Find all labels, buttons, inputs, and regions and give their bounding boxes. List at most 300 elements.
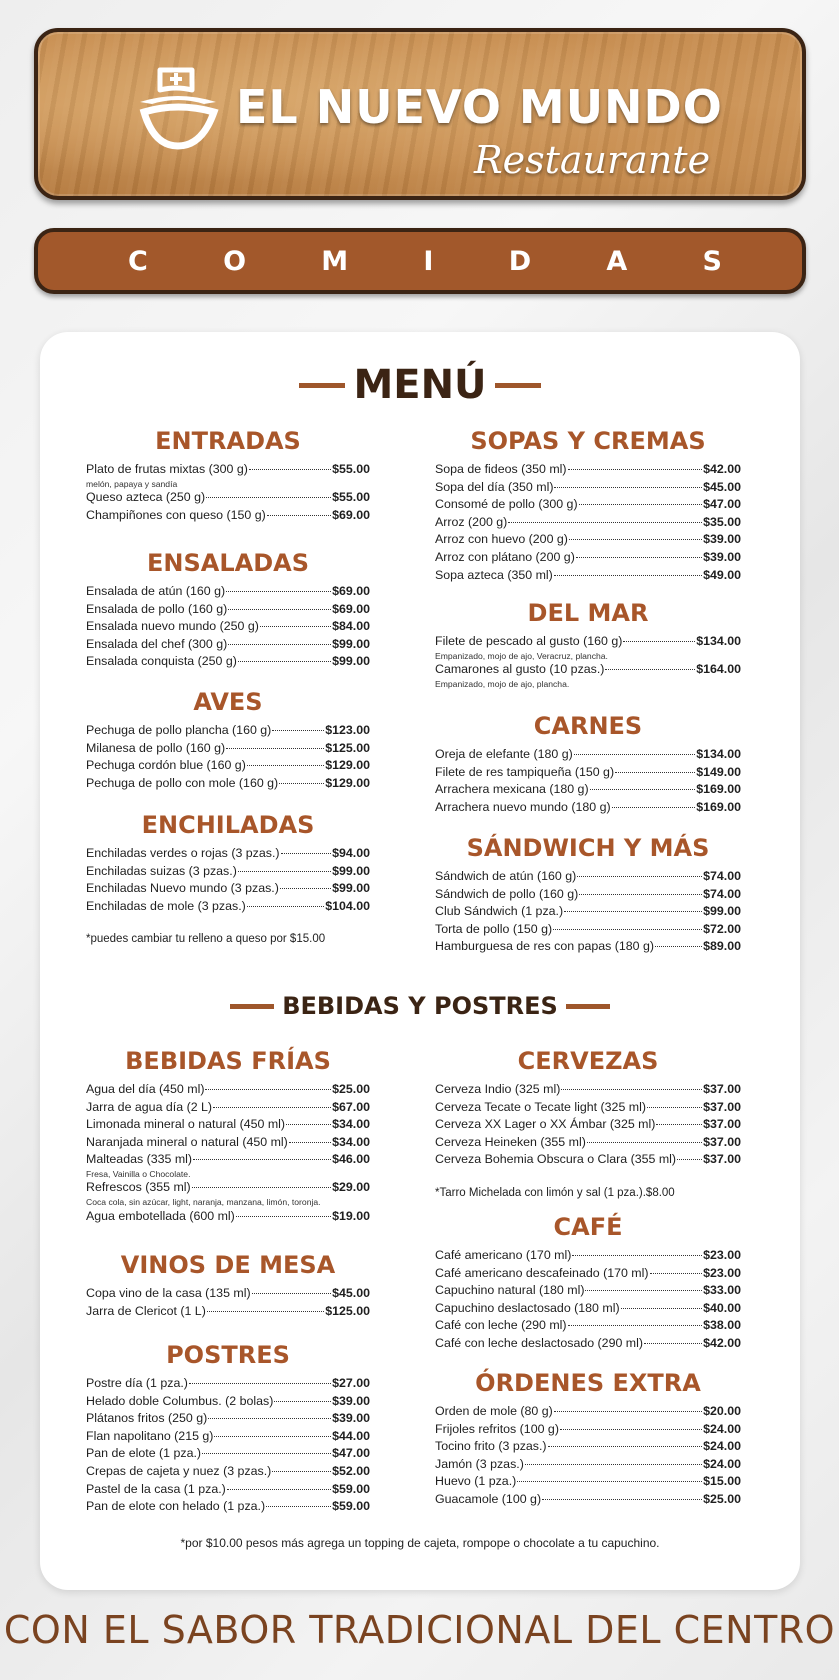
item-note: Empanizado, mojo de ajo, plancha. <box>435 678 570 689</box>
dot-leader <box>272 730 324 731</box>
item-name: Café con leche (290 ml) <box>435 1318 567 1333</box>
dot-leader <box>650 1273 703 1274</box>
item-name: Pastel de la casa (1 pza.) <box>86 1481 226 1496</box>
item-name: Capuchino natural (180 ml) <box>435 1283 585 1298</box>
dot-leader <box>280 888 331 889</box>
brand-subtitle: Restaurante <box>474 138 711 182</box>
item-price: $29.00 <box>332 1180 370 1195</box>
dot-leader <box>621 1308 703 1309</box>
dot-leader <box>249 469 331 470</box>
bebidas-postres-title: BEBIDAS Y POSTRES <box>282 992 558 1020</box>
dot-leader <box>267 515 331 516</box>
dot-leader <box>525 1464 702 1465</box>
dot-leader <box>644 1343 702 1344</box>
dot-leader <box>189 1383 331 1384</box>
dot-leader <box>623 641 695 642</box>
dot-leader <box>615 772 695 773</box>
item-price: $149.00 <box>696 764 741 779</box>
item-price: $39.00 <box>703 549 741 564</box>
item-name: Enchiladas verdes o rojas (3 pzas.) <box>86 846 280 860</box>
dot-leader <box>228 609 331 610</box>
item-name: Arroz con plátano (200 g) <box>435 549 575 564</box>
item-name: Sándwich de pollo (160 g) <box>435 886 579 901</box>
menu-item <box>86 1393 370 1411</box>
item-name: Café con leche deslactosado (290 ml) <box>435 1335 644 1350</box>
item-name: Ensalada de pollo (160 g) <box>86 601 228 616</box>
item-price: $42.00 <box>703 1335 741 1350</box>
dot-leader <box>238 871 331 872</box>
menu-item <box>86 757 370 775</box>
dot-leader <box>576 557 702 558</box>
section-title: DEL MAR <box>527 599 649 627</box>
item-name: Postre día (1 pza.) <box>86 1376 188 1390</box>
menu-item <box>86 1134 370 1152</box>
item-price: $39.00 <box>332 1393 370 1408</box>
section-title: BEBIDAS FRÍAS <box>125 1047 331 1075</box>
item-price: $35.00 <box>703 514 741 529</box>
menu-item <box>435 903 741 921</box>
item-price: $129.00 <box>325 775 370 790</box>
item-price: $40.00 <box>703 1300 741 1315</box>
item-name: Camarones al gusto (10 pzas.) <box>435 662 605 677</box>
item-price: $55.00 <box>332 462 370 476</box>
menu-item <box>435 1134 741 1152</box>
dot-leader <box>577 876 702 877</box>
item-price: $84.00 <box>332 619 370 634</box>
section-title: POSTRES <box>166 1341 290 1369</box>
section-title: ENCHILADAS <box>141 811 315 839</box>
item-name: Refrescos (355 ml) <box>86 1180 191 1195</box>
menu-item <box>86 722 370 740</box>
dot-leader <box>247 906 324 907</box>
menu-item <box>86 1285 370 1303</box>
item-price: $164.00 <box>696 662 741 677</box>
menu-item <box>86 1099 370 1117</box>
menu-item <box>435 479 741 497</box>
dot-leader <box>207 1311 324 1312</box>
dot-leader <box>226 748 324 749</box>
dot-leader <box>213 1107 331 1108</box>
dot-leader <box>560 1429 702 1430</box>
item-price: $169.00 <box>696 782 741 797</box>
section-ensaladas <box>86 546 370 671</box>
item-name: Naranjada mineral o natural (450 ml) <box>86 1134 288 1149</box>
item-price: $59.00 <box>332 1481 370 1496</box>
item-name: Pan de elote (1 pza.) <box>86 1446 202 1461</box>
section-title: CERVEZAS <box>517 1047 659 1075</box>
dot-leader <box>236 1216 331 1217</box>
menu-item <box>435 496 741 514</box>
menu-item <box>435 567 741 585</box>
dot-leader <box>508 522 702 523</box>
dot-leader <box>208 1418 331 1419</box>
item-name: Pechuga de pollo con mole (160 g) <box>86 775 279 790</box>
item-note: Empanizado, mojo de ajo, Veracruz, plancha. <box>435 650 608 661</box>
dot-leader <box>226 591 331 592</box>
item-name: Pechuga cordón blue (160 g) <box>86 758 246 773</box>
menu-item <box>86 1375 370 1393</box>
item-price: $99.00 <box>332 654 370 669</box>
item-name: Agua embotellada (600 ml) <box>86 1208 235 1223</box>
brand-name: EL NUEVO MUNDO <box>236 80 723 134</box>
section-vinos <box>86 1248 370 1320</box>
dot-leader <box>289 1142 331 1143</box>
dot-leader <box>238 661 331 662</box>
dot-leader <box>612 807 696 808</box>
section-title: AVES <box>193 688 263 716</box>
menu-item <box>86 845 370 863</box>
item-name: Capuchino deslactosado (180 ml) <box>435 1300 620 1315</box>
dot-leader <box>206 497 331 498</box>
item-note: melón, papaya y sandía <box>86 478 178 489</box>
dot-leader <box>553 929 702 930</box>
dot-leader <box>647 1107 702 1108</box>
item-name: Enchiladas suizas (3 pzas.) <box>86 863 237 878</box>
item-price: $37.00 <box>703 1134 741 1149</box>
item-name: Crepas de cajeta y nuez (3 pzas.) <box>86 1463 272 1478</box>
item-price: $34.00 <box>332 1134 370 1149</box>
heading-dash-left <box>299 383 345 388</box>
section-title: ENTRADAS <box>155 427 301 455</box>
item-price: $99.00 <box>332 636 370 651</box>
item-name: Tocino frito (3 pzas.) <box>435 1439 547 1454</box>
item-price: $67.00 <box>332 1099 370 1114</box>
section-title: CARNES <box>533 712 643 740</box>
menu-title: MENÚ <box>353 362 487 408</box>
dot-leader <box>561 1089 702 1090</box>
dot-leader <box>227 1489 331 1490</box>
item-name: Helado doble Columbus. (2 bolas) <box>86 1393 274 1408</box>
menu-item <box>86 583 370 601</box>
item-name: Enchiladas Nuevo mundo (3 pzas.) <box>86 881 279 896</box>
item-price: $94.00 <box>332 846 370 860</box>
menu-item <box>435 799 741 817</box>
section-enchiladas <box>86 808 370 945</box>
item-name: Malteadas (335 ml) <box>86 1152 193 1167</box>
item-price: $69.00 <box>332 584 370 598</box>
item-price: $15.00 <box>703 1474 741 1489</box>
item-price: $125.00 <box>325 1303 370 1318</box>
item-price: $49.00 <box>703 567 741 582</box>
heading-dash-left <box>230 1004 274 1009</box>
section-cafe <box>435 1210 741 1353</box>
menu-item <box>435 1099 741 1117</box>
item-price: $27.00 <box>332 1376 370 1390</box>
item-price: $39.00 <box>703 532 741 547</box>
item-price: $34.00 <box>332 1117 370 1132</box>
item-name: Sopa del día (350 ml) <box>435 479 554 494</box>
item-name: Champiñones con queso (150 g) <box>86 507 266 522</box>
section-sandwich <box>435 831 741 956</box>
menu-item <box>435 1265 741 1283</box>
menu-item <box>86 1303 370 1321</box>
menu-item <box>435 1300 741 1318</box>
menu-item <box>435 1421 741 1439</box>
menu-item <box>435 938 741 956</box>
comidas-letter: M <box>321 245 349 277</box>
dot-leader <box>274 1401 331 1402</box>
dot-leader <box>260 626 331 627</box>
item-price: $99.00 <box>332 881 370 896</box>
item-name: Huevo (1 pza.) <box>435 1474 517 1489</box>
item-name: Pan de elote con helado (1 pza.) <box>86 1499 266 1514</box>
item-name: Oreja de elefante (180 g) <box>435 747 573 761</box>
item-price: $69.00 <box>332 507 370 522</box>
menu-item <box>86 1116 370 1134</box>
section-carnes <box>435 709 741 816</box>
item-price: $19.00 <box>332 1208 370 1223</box>
menu-item <box>86 636 370 654</box>
comidas-letter: O <box>223 245 247 277</box>
item-name: Sopa de fideos (350 ml) <box>435 462 567 476</box>
menu-item <box>435 868 741 886</box>
item-name: Ensalada del chef (300 g) <box>86 636 228 651</box>
section-title: ENSALADAS <box>147 549 309 577</box>
menu-item <box>86 1481 370 1499</box>
item-name: Queso azteca (250 g) <box>86 490 206 505</box>
menu-item <box>435 1247 741 1265</box>
menu-item <box>435 1473 741 1491</box>
menu-item <box>435 1081 741 1099</box>
menu-item <box>435 661 741 679</box>
menu-item <box>86 1498 370 1516</box>
dot-leader <box>574 754 695 755</box>
item-name: Jarra de agua día (2 L) <box>86 1099 213 1114</box>
dot-leader <box>587 1142 702 1143</box>
menu-item <box>435 1491 741 1509</box>
item-name: Arrachera mexicana (180 g) <box>435 782 589 797</box>
dot-leader <box>202 1453 331 1454</box>
item-name: Jamón (3 pzas.) <box>435 1456 524 1471</box>
dot-leader <box>214 1436 331 1437</box>
section-ordenes <box>435 1366 741 1509</box>
item-name: Consomé de pollo (300 g) <box>435 497 578 512</box>
menu-item <box>86 1410 370 1428</box>
item-price: $37.00 <box>703 1117 741 1132</box>
comidas-letter: A <box>606 245 628 277</box>
item-name: Orden de mole (80 g) <box>435 1404 553 1418</box>
dot-leader <box>548 1446 703 1447</box>
comidas-letter: S <box>702 245 722 277</box>
item-name: Cerveza Indio (325 ml) <box>435 1082 561 1096</box>
section-footnote: *puedes cambiar tu relleno a queso por $15.00 <box>86 933 326 946</box>
item-note: Coca cola, sin azúcar, light, naranja, manzana, limón, toronja. <box>86 1197 321 1208</box>
section-cervezas <box>435 1044 741 1199</box>
menu-item <box>435 746 741 764</box>
item-name: Flan napolitano (215 g) <box>86 1428 214 1443</box>
item-price: $134.00 <box>696 747 741 761</box>
menu-item <box>435 1403 741 1421</box>
menu-item <box>86 618 370 636</box>
item-price: $72.00 <box>703 921 741 936</box>
item-price: $69.00 <box>332 601 370 616</box>
section-aves <box>86 685 370 792</box>
menu-item <box>86 507 370 525</box>
menu-item <box>435 531 741 549</box>
item-price: $25.00 <box>332 1082 370 1096</box>
item-name: Ensalada nuevo mundo (250 g) <box>86 619 259 634</box>
header-banner <box>34 28 806 200</box>
section-footnote: *Tarro Michelada con limón y sal (1 pza.).$8.00 <box>435 1186 675 1199</box>
menu-item <box>435 886 741 904</box>
item-price: $45.00 <box>703 479 741 494</box>
menu-item <box>86 601 370 619</box>
menu-item <box>435 1116 741 1134</box>
comidas-letter: C <box>128 245 148 277</box>
menu-item <box>435 921 741 939</box>
heading-dash-right <box>566 1004 610 1009</box>
dot-leader <box>568 1325 703 1326</box>
dot-leader <box>579 894 702 895</box>
dot-leader <box>517 1481 702 1482</box>
dot-leader <box>272 1471 331 1472</box>
comidas-letter: D <box>508 245 532 277</box>
item-name: Arroz (200 g) <box>435 514 508 529</box>
section-del-mar <box>435 596 741 689</box>
dot-leader <box>568 469 703 470</box>
menu-item <box>435 1456 741 1474</box>
item-price: $42.00 <box>703 462 741 476</box>
item-price: $55.00 <box>332 490 370 505</box>
menu-item <box>86 880 370 898</box>
menu-item <box>435 633 741 651</box>
item-price: $37.00 <box>703 1099 741 1114</box>
menu-item <box>435 1335 741 1353</box>
section-bebidas-frias <box>86 1044 370 1225</box>
dot-leader <box>590 789 696 790</box>
menu-item <box>86 1151 370 1169</box>
item-name: Copa vino de la casa (135 ml) <box>86 1286 251 1300</box>
ship-logo-icon <box>130 62 226 150</box>
section-title: CAFÉ <box>553 1213 623 1241</box>
item-name: Filete de res tampiqueña (150 g) <box>435 764 615 779</box>
item-name: Guacamole (100 g) <box>435 1491 542 1506</box>
dot-leader <box>677 1159 702 1160</box>
item-name: Club Sándwich (1 pza.) <box>435 904 564 919</box>
item-price: $47.00 <box>703 497 741 512</box>
section-postres <box>86 1338 370 1516</box>
item-name: Hamburguesa de res con papas (180 g) <box>435 939 655 954</box>
item-name: Torta de pollo (150 g) <box>435 921 553 936</box>
item-name: Cerveza Heineken (355 ml) <box>435 1134 586 1149</box>
dot-leader <box>655 946 702 947</box>
menu-item <box>435 764 741 782</box>
item-name: Ensalada conquista (250 g) <box>86 654 237 669</box>
section-title: SOPAS Y CREMAS <box>470 427 706 455</box>
menu-item <box>86 1428 370 1446</box>
item-name: Enchiladas de mole (3 pzas.) <box>86 898 246 913</box>
item-price: $23.00 <box>703 1265 741 1280</box>
capuchino-topping-note: *por $10.00 pesos más agrega un topping de cajeta, rompope o chocolate a tu capuchino. <box>180 1536 660 1550</box>
item-price: $104.00 <box>325 898 370 913</box>
dot-leader <box>252 1293 331 1294</box>
item-price: $33.00 <box>703 1283 741 1298</box>
item-price: $25.00 <box>703 1491 741 1506</box>
item-name: Sándwich de atún (160 g) <box>435 869 577 883</box>
menu-heading <box>40 362 800 408</box>
item-price: $20.00 <box>703 1404 741 1418</box>
dot-leader <box>542 1499 702 1500</box>
item-price: $37.00 <box>703 1152 741 1167</box>
menu-item <box>86 653 370 671</box>
dot-leader <box>228 644 331 645</box>
item-price: $134.00 <box>696 634 741 648</box>
dot-leader <box>579 504 703 505</box>
menu-item <box>435 1438 741 1456</box>
dot-leader <box>554 575 702 576</box>
menu-item <box>435 781 741 799</box>
item-name: Pechuga de pollo plancha (160 g) <box>86 723 272 737</box>
menu-item <box>86 1445 370 1463</box>
section-sopas <box>435 424 741 584</box>
item-price: $46.00 <box>332 1152 370 1167</box>
dot-leader <box>266 1506 331 1507</box>
item-price: $74.00 <box>703 869 741 883</box>
menu-item <box>86 863 370 881</box>
dot-leader <box>281 853 332 854</box>
item-price: $129.00 <box>325 758 370 773</box>
item-name: Café americano descafeinado (170 ml) <box>435 1265 649 1280</box>
menu-item <box>435 1151 741 1169</box>
item-name: Plato de frutas mixtas (300 g) <box>86 462 248 476</box>
dot-leader <box>192 1187 331 1188</box>
item-name: Limonada mineral o natural (450 ml) <box>86 1117 286 1132</box>
dot-leader <box>569 539 702 540</box>
menu-item <box>86 775 370 793</box>
menu-card <box>40 332 800 1590</box>
item-price: $39.00 <box>332 1411 370 1426</box>
dot-leader <box>564 911 702 912</box>
item-price: $59.00 <box>332 1499 370 1514</box>
item-name: Cerveza XX Lager o XX Ámbar (325 ml) <box>435 1117 656 1132</box>
item-name: Cerveza Tecate o Tecate light (325 ml) <box>435 1099 646 1114</box>
item-price: $89.00 <box>703 939 741 954</box>
item-price: $38.00 <box>703 1318 741 1333</box>
menu-item <box>86 898 370 916</box>
menu-item <box>86 1208 370 1226</box>
item-name: Milanesa de pollo (160 g) <box>86 740 226 755</box>
comidas-letter: I <box>423 245 434 277</box>
item-price: $125.00 <box>325 740 370 755</box>
item-name: Filete de pescado al gusto (160 g) <box>435 634 623 648</box>
item-price: $44.00 <box>332 1428 370 1443</box>
menu-item <box>435 461 741 479</box>
section-title: SÁNDWICH Y MÁS <box>466 834 710 862</box>
item-name: Plátanos fritos (250 g) <box>86 1411 208 1426</box>
item-price: $52.00 <box>332 1463 370 1478</box>
menu-item <box>86 740 370 758</box>
dot-leader <box>193 1159 331 1160</box>
item-price: $37.00 <box>703 1082 741 1096</box>
item-price: $74.00 <box>703 886 741 901</box>
item-name: Sopa azteca (350 ml) <box>435 567 553 582</box>
item-name: Cerveza Bohemia Obscura o Clara (355 ml) <box>435 1152 677 1167</box>
slogan: CON EL SABOR TRADICIONAL DEL CENTRO <box>3 1608 836 1652</box>
item-price: $99.00 <box>703 904 741 919</box>
heading-dash-right <box>495 383 541 388</box>
section-title: VINOS DE MESA <box>120 1251 336 1279</box>
item-name: Ensalada de atún (160 g) <box>86 584 226 598</box>
menu-item <box>435 1282 741 1300</box>
item-price: $169.00 <box>696 799 741 814</box>
section-entradas <box>86 424 370 524</box>
dot-leader <box>554 1411 702 1412</box>
menu-item <box>435 549 741 567</box>
item-price: $23.00 <box>703 1248 741 1262</box>
menu-item <box>435 514 741 532</box>
item-price: $45.00 <box>332 1286 370 1300</box>
dot-leader <box>585 1290 702 1291</box>
